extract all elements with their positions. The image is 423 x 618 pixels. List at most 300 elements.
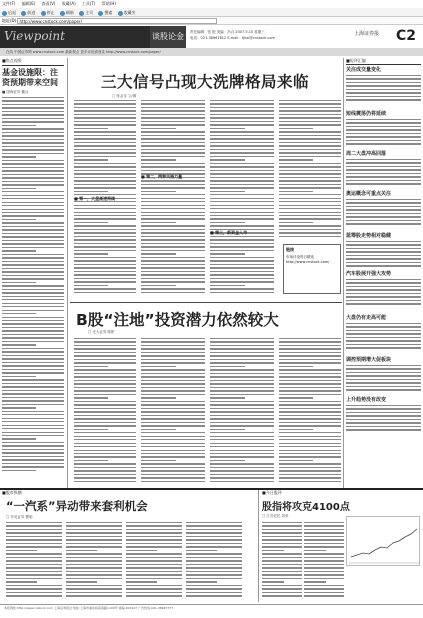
- index-line: [351, 529, 417, 557]
- text-line: [141, 128, 176, 129]
- text-line: [141, 397, 176, 398]
- text-line: [2, 327, 64, 328]
- text-line: [141, 460, 176, 461]
- text-line: [2, 233, 64, 234]
- text-line: [74, 436, 136, 437]
- text-line: [74, 369, 136, 370]
- second-body-col2: [141, 338, 205, 484]
- back-button[interactable]: [2, 8, 16, 17]
- bottom-left-headline[interactable]: “一汽系”异动带来套利机会: [6, 499, 148, 513]
- text-line: [74, 236, 136, 237]
- text-line: [279, 191, 313, 192]
- text-line: [74, 205, 136, 206]
- right-divider: [343, 58, 344, 488]
- text-line: [141, 225, 205, 226]
- text-line: [6, 553, 62, 554]
- stop-icon: [41, 11, 46, 16]
- text-line: [304, 550, 326, 551]
- text-line: [279, 184, 341, 185]
- text-line: [74, 103, 136, 104]
- text-line: [141, 232, 205, 233]
- text-line: [210, 159, 245, 160]
- text-line: [74, 432, 136, 433]
- text-line: [346, 75, 421, 76]
- text-line: [279, 429, 313, 430]
- main-headline[interactable]: 三大信号凸现大洗牌格局来临: [100, 73, 309, 91]
- bottom-right-section: ■今日股评: [262, 490, 282, 495]
- menu-view[interactable]: 查看(V): [41, 1, 56, 6]
- text-line: [279, 373, 341, 374]
- text-line: [186, 532, 242, 533]
- text-line: [2, 257, 64, 258]
- text-line: [304, 532, 344, 533]
- second-headline[interactable]: B股“注地”投资潜力依然较大: [76, 311, 279, 329]
- brief-item: [346, 356, 421, 393]
- text-line: [2, 351, 64, 352]
- text-line: [279, 149, 341, 150]
- text-line: [2, 459, 64, 460]
- text-line: [2, 104, 64, 105]
- text-line: [210, 274, 274, 275]
- address-label: 地址(D): [2, 18, 17, 23]
- text-line: [126, 532, 182, 533]
- text-line: [346, 262, 421, 263]
- text-line: [6, 532, 62, 533]
- text-line: [346, 136, 421, 137]
- text-line: [279, 173, 341, 174]
- text-line: [346, 129, 421, 130]
- text-line: [210, 278, 274, 279]
- left-headline[interactable]: 基金设施限：注资预期带来空间: [2, 68, 58, 87]
- text-line: [279, 394, 341, 395]
- text-line: [279, 450, 341, 451]
- text-line: [346, 286, 421, 287]
- text-line: [74, 212, 136, 213]
- forward-button[interactable]: [21, 8, 35, 17]
- text-line: [74, 411, 136, 412]
- text-line: [126, 525, 182, 526]
- text-line: [74, 376, 136, 377]
- text-line: [74, 208, 136, 209]
- address-input[interactable]: http://www.cnstock.com/paper/: [17, 18, 217, 24]
- text-line: [2, 414, 64, 415]
- text-line: [210, 443, 274, 444]
- text-line: [279, 225, 341, 226]
- text-line: [2, 132, 64, 133]
- text-line: [141, 288, 205, 289]
- text-line: [6, 585, 62, 586]
- menu-tools[interactable]: 工具(T): [81, 1, 96, 6]
- text-line: [346, 122, 421, 123]
- text-line: [66, 550, 97, 551]
- text-line: [279, 362, 341, 363]
- text-line: [279, 201, 341, 202]
- text-line: [74, 145, 136, 146]
- text-line: [2, 142, 64, 143]
- text-line: [210, 170, 274, 171]
- text-line: [2, 337, 64, 338]
- text-line: [6, 536, 62, 537]
- text-line: [210, 212, 274, 213]
- brief-title[interactable]: 奥运概念可重点关注: [346, 191, 392, 197]
- text-line: [346, 255, 421, 256]
- second-body-col3: [210, 338, 274, 484]
- text-line: [141, 432, 205, 433]
- text-line: [141, 408, 205, 409]
- text-line: [2, 365, 64, 366]
- text-line: [210, 401, 274, 402]
- text-line: [346, 372, 421, 373]
- text-line: [141, 470, 205, 471]
- text-line: [346, 92, 421, 93]
- left-byline: ■ 国海证券 戴兵: [2, 90, 29, 94]
- text-line: [141, 198, 205, 199]
- text-line: [210, 446, 274, 447]
- text-line: [74, 415, 136, 416]
- text-line: [346, 405, 421, 406]
- text-line: [141, 446, 205, 447]
- text-line: [279, 415, 341, 416]
- text-line: [2, 177, 64, 178]
- menu-favorites[interactable]: 收藏(A): [61, 1, 76, 6]
- text-line: [141, 142, 205, 143]
- text-line: [2, 330, 64, 331]
- text-line: [262, 553, 302, 554]
- text-line: [141, 107, 205, 108]
- bottom-divider: [0, 488, 423, 490]
- text-line: [2, 438, 36, 439]
- text-line: [126, 588, 182, 589]
- text-line: [74, 257, 136, 258]
- text-line: [346, 143, 421, 144]
- menu-file[interactable]: 文件(F): [2, 1, 16, 6]
- text-line: [126, 522, 182, 523]
- text-line: [210, 404, 274, 405]
- text-line: [141, 394, 205, 395]
- text-line: [210, 415, 274, 416]
- text-line: [210, 253, 245, 254]
- text-line: [2, 313, 36, 314]
- address-bar: [0, 17, 423, 25]
- text-line: [2, 128, 64, 129]
- text-line: [346, 209, 421, 210]
- text-line: [346, 162, 421, 163]
- text-line: [6, 539, 62, 540]
- favorites-button[interactable]: [118, 8, 136, 17]
- text-line: [210, 173, 274, 174]
- brief-title[interactable]: 上升趋势没有改变: [346, 397, 387, 403]
- text-line: [279, 359, 341, 360]
- text-line: [186, 567, 242, 568]
- text-line: [2, 299, 64, 300]
- text-line: [262, 578, 302, 579]
- text-line: [210, 145, 274, 146]
- text-line: [279, 432, 341, 433]
- text-line: [279, 110, 341, 111]
- brief-text: [346, 159, 421, 185]
- text-line: [74, 281, 136, 282]
- text-line: [210, 156, 274, 157]
- text-line: [346, 223, 421, 224]
- text-line: [6, 571, 62, 572]
- text-line: [141, 352, 205, 353]
- bottom-left-col2: [66, 522, 122, 599]
- text-line: [304, 578, 344, 579]
- text-line: [141, 239, 205, 240]
- search-button[interactable]: [98, 8, 112, 17]
- text-line: [74, 124, 136, 125]
- text-line: [262, 574, 302, 575]
- text-line: [210, 436, 274, 437]
- text-line: [2, 212, 64, 213]
- text-line: [141, 373, 205, 374]
- text-line: [2, 163, 64, 164]
- text-line: [74, 467, 136, 468]
- star-icon: [118, 11, 123, 16]
- text-line: [186, 564, 242, 565]
- text-line: [2, 219, 36, 220]
- text-line: [346, 85, 421, 86]
- text-line: [210, 246, 274, 247]
- related-link-text[interactable]: 市场评论每日精选 http://www.cnstock.com/: [286, 255, 330, 264]
- text-line: [346, 347, 421, 348]
- text-line: [74, 271, 136, 272]
- text-line: [304, 525, 344, 526]
- text-line: [210, 373, 274, 374]
- text-line: [210, 450, 274, 451]
- text-line: [186, 525, 242, 526]
- text-line: [141, 149, 205, 150]
- text-line: [210, 257, 274, 258]
- text-line: [74, 477, 136, 478]
- text-line: [6, 578, 62, 579]
- text-line: [262, 592, 302, 593]
- text-line: [262, 550, 284, 551]
- text-line: [74, 450, 136, 451]
- text-line: [74, 264, 136, 265]
- text-line: [141, 439, 205, 440]
- text-line: [2, 355, 64, 356]
- column-divider: [67, 58, 68, 488]
- text-line: [2, 317, 64, 318]
- brief-text: [346, 405, 421, 431]
- text-line: [279, 443, 341, 444]
- browser-menubar: [0, 0, 423, 8]
- text-line: [279, 411, 341, 412]
- text-line: [141, 222, 176, 223]
- text-line: [6, 581, 37, 582]
- text-line: [2, 445, 64, 446]
- text-line: [2, 240, 64, 241]
- text-line: [346, 303, 421, 304]
- text-line: [74, 225, 136, 226]
- text-line: [279, 401, 341, 402]
- text-line: [6, 595, 62, 596]
- text-line: [6, 522, 62, 523]
- text-line: [141, 236, 205, 237]
- text-line: [126, 578, 182, 579]
- masthead-script: Viewpoint: [4, 29, 65, 43]
- text-line: [74, 359, 136, 360]
- related-link-box: [283, 244, 341, 294]
- text-line: [66, 529, 122, 530]
- text-line: [2, 376, 36, 377]
- text-line: [141, 156, 205, 157]
- text-line: [141, 380, 205, 381]
- bottom-left-col1: [6, 522, 62, 599]
- text-line: [2, 226, 64, 227]
- text-line: [210, 408, 274, 409]
- brief-title[interactable]: 大盘仍有走高可能: [346, 315, 387, 321]
- text-line: [279, 348, 341, 349]
- text-line: [141, 166, 205, 167]
- bottom-right-headline[interactable]: 股指将攻克4100点: [262, 502, 350, 513]
- text-line: [2, 222, 64, 223]
- text-line: [74, 408, 136, 409]
- bottom-divider-v: [258, 490, 259, 602]
- text-line: [141, 110, 205, 111]
- text-line: [304, 546, 344, 547]
- home-button[interactable]: [79, 8, 93, 17]
- text-line: [141, 163, 205, 164]
- text-line: [74, 159, 108, 160]
- text-line: [346, 296, 421, 297]
- text-line: [210, 355, 274, 356]
- text-line: [66, 546, 122, 547]
- brief-title[interactable]: 调控预期增大促板块: [346, 357, 392, 363]
- main-subhead-1: ■ 第一，大盘高速持续: [74, 196, 116, 201]
- text-line: [66, 578, 122, 579]
- text-line: [210, 128, 245, 129]
- text-line: [304, 553, 344, 554]
- text-line: [346, 375, 421, 376]
- text-line: [2, 205, 64, 206]
- text-line: [74, 404, 136, 405]
- text-line: [210, 425, 274, 426]
- brief-title[interactable]: 短线震荡仍将延续: [346, 111, 387, 117]
- brief-item: [346, 314, 421, 351]
- text-line: [74, 250, 136, 251]
- text-line: [2, 334, 64, 335]
- text-line: [279, 418, 341, 419]
- text-line: [2, 348, 64, 349]
- text-line: [346, 213, 421, 214]
- brief-title[interactable]: 周二大盘冲高回落: [346, 151, 387, 157]
- stop-button[interactable]: [41, 8, 55, 17]
- text-line: [346, 183, 421, 184]
- text-line: [74, 373, 136, 374]
- menu-help[interactable]: 帮助(H): [101, 1, 116, 6]
- text-line: [279, 387, 341, 388]
- text-line: [74, 229, 136, 230]
- text-line: [2, 285, 64, 286]
- text-line: [210, 369, 274, 370]
- text-line: [74, 453, 136, 454]
- text-line: [141, 114, 205, 115]
- text-line: [74, 260, 136, 261]
- text-line: [6, 567, 62, 568]
- text-line: [346, 415, 421, 416]
- text-line: [346, 326, 421, 327]
- text-line: [66, 571, 122, 572]
- text-line: [2, 156, 36, 157]
- text-line: [210, 187, 274, 188]
- text-line: [279, 355, 341, 356]
- text-line: [141, 481, 205, 482]
- main-body-col3: [210, 100, 274, 295]
- text-line: [6, 564, 62, 565]
- main-body-col2: [141, 100, 205, 295]
- text-line: [74, 338, 136, 339]
- text-line: [2, 393, 64, 394]
- text-line: [2, 195, 64, 196]
- brief-title[interactable]: 蓝筹股走势相对稳健: [346, 233, 392, 239]
- text-line: [279, 390, 341, 391]
- text-line: [279, 338, 341, 339]
- text-line: [66, 553, 122, 554]
- text-line: [141, 463, 205, 464]
- search-label: 搜索: [104, 10, 113, 15]
- text-line: [210, 177, 274, 178]
- text-line: [74, 243, 136, 244]
- bottom-left-byline: □ 东吴证券 曹明: [6, 515, 33, 519]
- market-chart-image: [346, 516, 420, 566]
- text-line: [346, 337, 421, 338]
- text-line: [74, 345, 136, 346]
- text-line: [346, 265, 421, 266]
- text-line: [141, 292, 205, 293]
- text-line: [210, 225, 274, 226]
- text-line: [2, 397, 64, 398]
- text-line: [279, 142, 341, 143]
- text-line: [279, 425, 341, 426]
- text-line: [2, 282, 36, 283]
- text-line: [210, 288, 274, 289]
- brief-title[interactable]: 汽车股展开强大攻势: [346, 271, 392, 277]
- text-line: [74, 222, 108, 223]
- editor-line: 责任编辑：张 艳 美编：冯卉 2007.5.15 星期三: [190, 30, 265, 34]
- text-line: [262, 522, 302, 523]
- bottom-left-section: ■股市纵横: [2, 490, 22, 495]
- refresh-button[interactable]: [60, 8, 74, 17]
- text-line: [2, 310, 64, 311]
- text-line: [210, 110, 274, 111]
- text-line: [304, 522, 344, 523]
- brief-item: [346, 232, 421, 269]
- text-line: [346, 176, 421, 177]
- menu-edit[interactable]: 编辑(E): [21, 1, 36, 6]
- text-line: [74, 138, 136, 139]
- brief-title[interactable]: 关注成交量变化: [346, 67, 382, 73]
- text-line: [2, 383, 64, 384]
- text-line: [186, 578, 242, 579]
- text-line: [74, 418, 136, 419]
- left-column: [2, 58, 64, 488]
- text-line: [210, 135, 274, 136]
- text-line: [141, 285, 176, 286]
- text-line: [141, 267, 205, 268]
- text-line: [210, 100, 274, 101]
- text-line: [2, 114, 64, 115]
- text-line: [74, 170, 136, 171]
- text-line: [126, 529, 182, 530]
- text-line: [346, 323, 421, 324]
- text-line: [210, 260, 274, 261]
- brief-item: [346, 396, 421, 433]
- brief-item: [346, 110, 421, 147]
- text-line: [210, 114, 274, 115]
- text-line: [346, 241, 421, 242]
